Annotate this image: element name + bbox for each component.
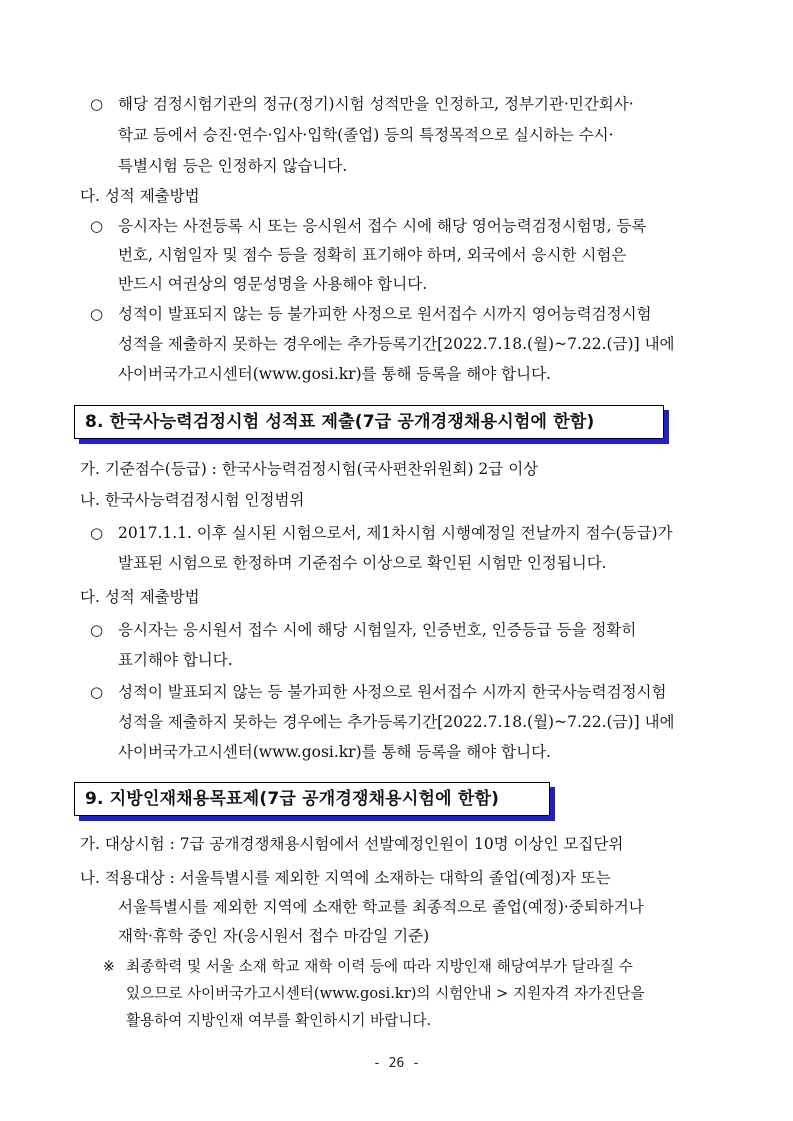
note-line: 최종학력 및 서울 소재 학교 재학 이력 등에 따라 지방인재 해당여부가 달라질 수 bbox=[126, 958, 633, 975]
bullet-circle: ○ bbox=[90, 217, 104, 235]
subheading: 가. 대상시험 : 7급 공개경쟁채용시험에서 선발예정인원이 10명 이상인 모집단위 bbox=[80, 835, 624, 853]
note-line: 활용하여 지방인재 여부를 확인하시기 바랍니다. bbox=[126, 1012, 432, 1029]
paragraph-line: 표기해야 합니다. bbox=[118, 651, 233, 669]
paragraph-line: 반드시 여권상의 영문성명을 사용해야 합니다. bbox=[118, 275, 428, 293]
paragraph-line: 성적을 제출하지 못하는 경우에는 추가등록기간[2022.7.18.(월)~7.22.(금)] 내에 bbox=[118, 713, 675, 731]
bullet-circle: ○ bbox=[90, 95, 104, 113]
paragraph-line: 응시자는 사전등록 시 또는 응시원서 접수 시에 해당 영어능력검정시험명, 등록 bbox=[118, 217, 647, 235]
section-8-header bbox=[74, 405, 664, 439]
paragraph-line: 성적을 제출하지 못하는 경우에는 추가등록기간[2022.7.18.(월)~7.22.(금)] 내에 bbox=[118, 335, 675, 353]
section-8-title: 8. 한국사능력검정시험 성적표 제출(7급 공개경쟁채용시험에 한함) bbox=[85, 412, 595, 432]
note-mark: ※ bbox=[103, 959, 115, 975]
paragraph-line: 응시자는 응시원서 접수 시에 해당 시험일자, 인증번호, 인증등급 등을 정확히 bbox=[118, 621, 637, 639]
paragraph-line: 사이버국가고시센터(www.gosi.kr)를 통해 등록을 해야 합니다. bbox=[118, 743, 551, 761]
paragraph-line: 특별시험 등은 인정하지 않습니다. bbox=[118, 157, 348, 175]
bullet-circle: ○ bbox=[90, 621, 104, 639]
paragraph-line: 서울특별시를 제외한 지역에 소재한 학교를 최종적으로 졸업(예정)·중퇴하거나 bbox=[118, 898, 644, 916]
paragraph-line: 발표된 시험으로 한정하며 기준점수 이상으로 확인된 시험만 인정됩니다. bbox=[118, 554, 607, 572]
subheading: 가. 기준점수(등급) : 한국사능력검정시험(국사편찬위원회) 2급 이상 bbox=[80, 460, 539, 478]
subheading: 다. 성적 제출방법 bbox=[80, 187, 200, 205]
bullet-circle: ○ bbox=[90, 305, 104, 323]
paragraph-line: 나. 적용대상 : 서울특별시를 제외한 지역에 소재하는 대학의 졸업(예정)자 또는 bbox=[80, 869, 611, 887]
bullet-circle: ○ bbox=[90, 524, 104, 542]
paragraph-line: 성적이 발표되지 않는 등 불가피한 사정으로 원서접수 시까지 영어능력검정시험 bbox=[118, 305, 652, 323]
paragraph-line: 2017.1.1. 이후 실시된 시험으로서, 제1차시험 시행예정일 전날까지 점수(등급)가 bbox=[118, 524, 673, 542]
paragraph-line: 재학·휴학 중인 자(응시원서 접수 마감일 기준) bbox=[118, 927, 430, 945]
paragraph-line: 번호, 시험일자 및 점수 등을 정확히 표기해야 하며, 외국에서 응시한 시험은 bbox=[118, 246, 627, 264]
subheading: 나. 한국사능력검정시험 인정범위 bbox=[80, 491, 305, 509]
note-line: 있으므로 사이버국가고시센터(www.gosi.kr)의 시험안내 > 지원자격 자가진단을 bbox=[126, 985, 645, 1002]
subheading: 다. 성적 제출방법 bbox=[80, 588, 200, 606]
page-number: - 26 - bbox=[373, 1056, 420, 1071]
paragraph-line: 사이버국가고시센터(www.gosi.kr)를 통해 등록을 해야 합니다. bbox=[118, 365, 551, 383]
section-9-title: 9. 지방인재채용목표제(7급 공개경쟁채용시험에 한함) bbox=[85, 789, 500, 809]
paragraph-line: 학교 등에서 승진·연수·입사·입학(졸업) 등의 특정목적으로 실시하는 수시· bbox=[118, 126, 614, 144]
bullet-circle: ○ bbox=[90, 683, 104, 701]
paragraph-line: 해당 검정시험기관의 정규(정기)시험 성적만을 인정하고, 정부기관·민간회사· bbox=[118, 95, 634, 113]
section-9-header bbox=[74, 782, 550, 816]
paragraph-line: 성적이 발표되지 않는 등 불가피한 사정으로 원서접수 시까지 한국사능력검정시험 bbox=[118, 683, 667, 701]
